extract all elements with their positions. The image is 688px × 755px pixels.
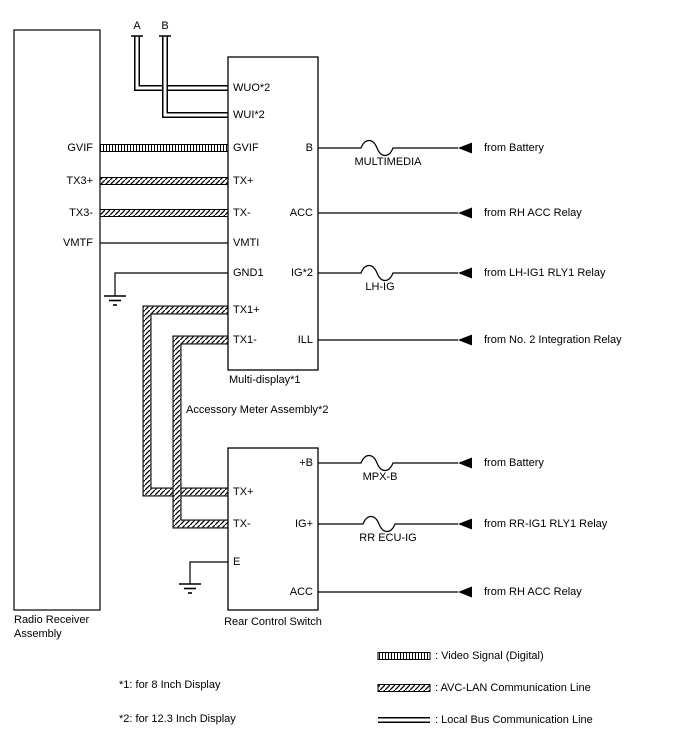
terminal-ig2-label: IG*2 <box>290 267 313 279</box>
arrow-left-icon <box>458 268 472 279</box>
source-battery-lower: from Battery <box>484 457 544 469</box>
terminal-wuo-label: WUO*2 <box>233 82 271 94</box>
radio-receiver-assembly-name-line1: Radio Receiver <box>14 614 90 626</box>
terminal-b-label: B <box>305 142 313 154</box>
wire-tx3-minus-avclan <box>100 210 228 217</box>
legend-video-sample <box>378 653 430 660</box>
arrow-left-icon <box>458 143 472 154</box>
fuse-lh-ig-label: LH-IG <box>365 281 395 293</box>
arrow-left-icon <box>458 458 472 469</box>
terminal-tx1-minus-label: TX1- <box>233 334 257 346</box>
terminal-rcs-tx-minus-label: TX- <box>233 518 251 530</box>
legend-avclan-sample <box>378 685 430 692</box>
ground-icon <box>104 296 126 305</box>
fuse-icon <box>318 517 458 532</box>
radio-receiver-assembly-name-line2: Assembly <box>14 628 62 640</box>
multi-display-name: Multi-display*1 <box>229 374 301 386</box>
wire-localbus-a <box>137 36 228 88</box>
terminal-tx1-plus-label: TX1+ <box>233 304 260 316</box>
radio-receiver-assembly-box <box>14 30 100 610</box>
terminal-ig-plus-label: IG+ <box>294 518 313 530</box>
legend-video-label: : Video Signal (Digital) <box>435 650 544 662</box>
wire-ig2 <box>318 266 458 281</box>
terminal-md-tx-minus-label: TX- <box>233 207 251 219</box>
terminal-plus-b-label: +B <box>299 457 313 469</box>
terminal-md-gvif-label: GVIF <box>233 142 259 154</box>
connector-b-label: B <box>161 20 169 32</box>
ground-icon <box>179 584 201 593</box>
wire-gnd1 <box>115 273 228 296</box>
connector-a-label: A <box>133 20 141 32</box>
source-no2-integration: from No. 2 Integration Relay <box>484 334 622 346</box>
terminal-tx3-minus-label: TX3- <box>69 207 93 219</box>
terminal-wui-label: WUI*2 <box>233 109 265 121</box>
legend-localbus-label: : Local Bus Communication Line <box>435 714 593 726</box>
footnote-2: *2: for 12.3 Inch Display <box>119 713 236 725</box>
wire-b-battery <box>318 141 458 156</box>
terminal-md-tx-plus-label: TX+ <box>233 175 254 187</box>
terminal-gnd1-label: GND1 <box>233 267 264 279</box>
fuse-mpx-b-label: MPX-B <box>362 471 398 483</box>
terminal-tx3-plus-label: TX3+ <box>66 175 93 187</box>
footnote-1: *1: for 8 Inch Display <box>119 679 221 691</box>
terminal-gvif-label: GVIF <box>67 142 93 154</box>
arrow-left-icon <box>458 587 472 598</box>
terminal-e-label: E <box>233 556 241 568</box>
wire-e <box>190 562 228 584</box>
arrow-left-icon <box>458 335 472 346</box>
fuse-icon <box>318 266 458 281</box>
wire-localbus-b <box>165 36 228 115</box>
wire-plus-b <box>318 456 458 471</box>
legend-avclan-label: : AVC-LAN Communication Line <box>435 682 591 694</box>
arrow-left-icon <box>458 208 472 219</box>
accessory-meter-note: Accessory Meter Assembly*2 <box>186 404 329 416</box>
rear-control-switch-name: Rear Control Switch <box>224 616 322 628</box>
fuse-multimedia-label: MULTIMEDIA <box>354 156 422 168</box>
fuse-rr-ecu-ig-label: RR ECU-IG <box>359 532 417 544</box>
terminal-vmti-label: VMTI <box>233 237 260 249</box>
fuse-icon <box>318 456 458 471</box>
source-rh-acc-lower: from RH ACC Relay <box>484 586 582 598</box>
arrow-left-icon <box>458 519 472 530</box>
terminal-vmtf-label: VMTF <box>63 237 93 249</box>
source-lh-ig1-rly1: from LH-IG1 RLY1 Relay <box>484 267 606 279</box>
source-rh-acc-upper: from RH ACC Relay <box>484 207 582 219</box>
terminal-acc-lower-label: ACC <box>289 586 313 598</box>
wire-tx3-plus-avclan <box>100 178 228 185</box>
source-battery-upper: from Battery <box>484 142 544 154</box>
fuse-icon <box>318 141 458 156</box>
source-rr-ig1-rly1: from RR-IG1 RLY1 Relay <box>484 518 608 530</box>
wire-gvif-video-signal <box>100 145 228 152</box>
wire-ig-plus <box>318 517 458 532</box>
terminal-acc-upper-label: ACC <box>289 207 313 219</box>
terminal-rcs-tx-plus-label: TX+ <box>233 486 254 498</box>
terminal-ill-label: ILL <box>297 334 313 346</box>
